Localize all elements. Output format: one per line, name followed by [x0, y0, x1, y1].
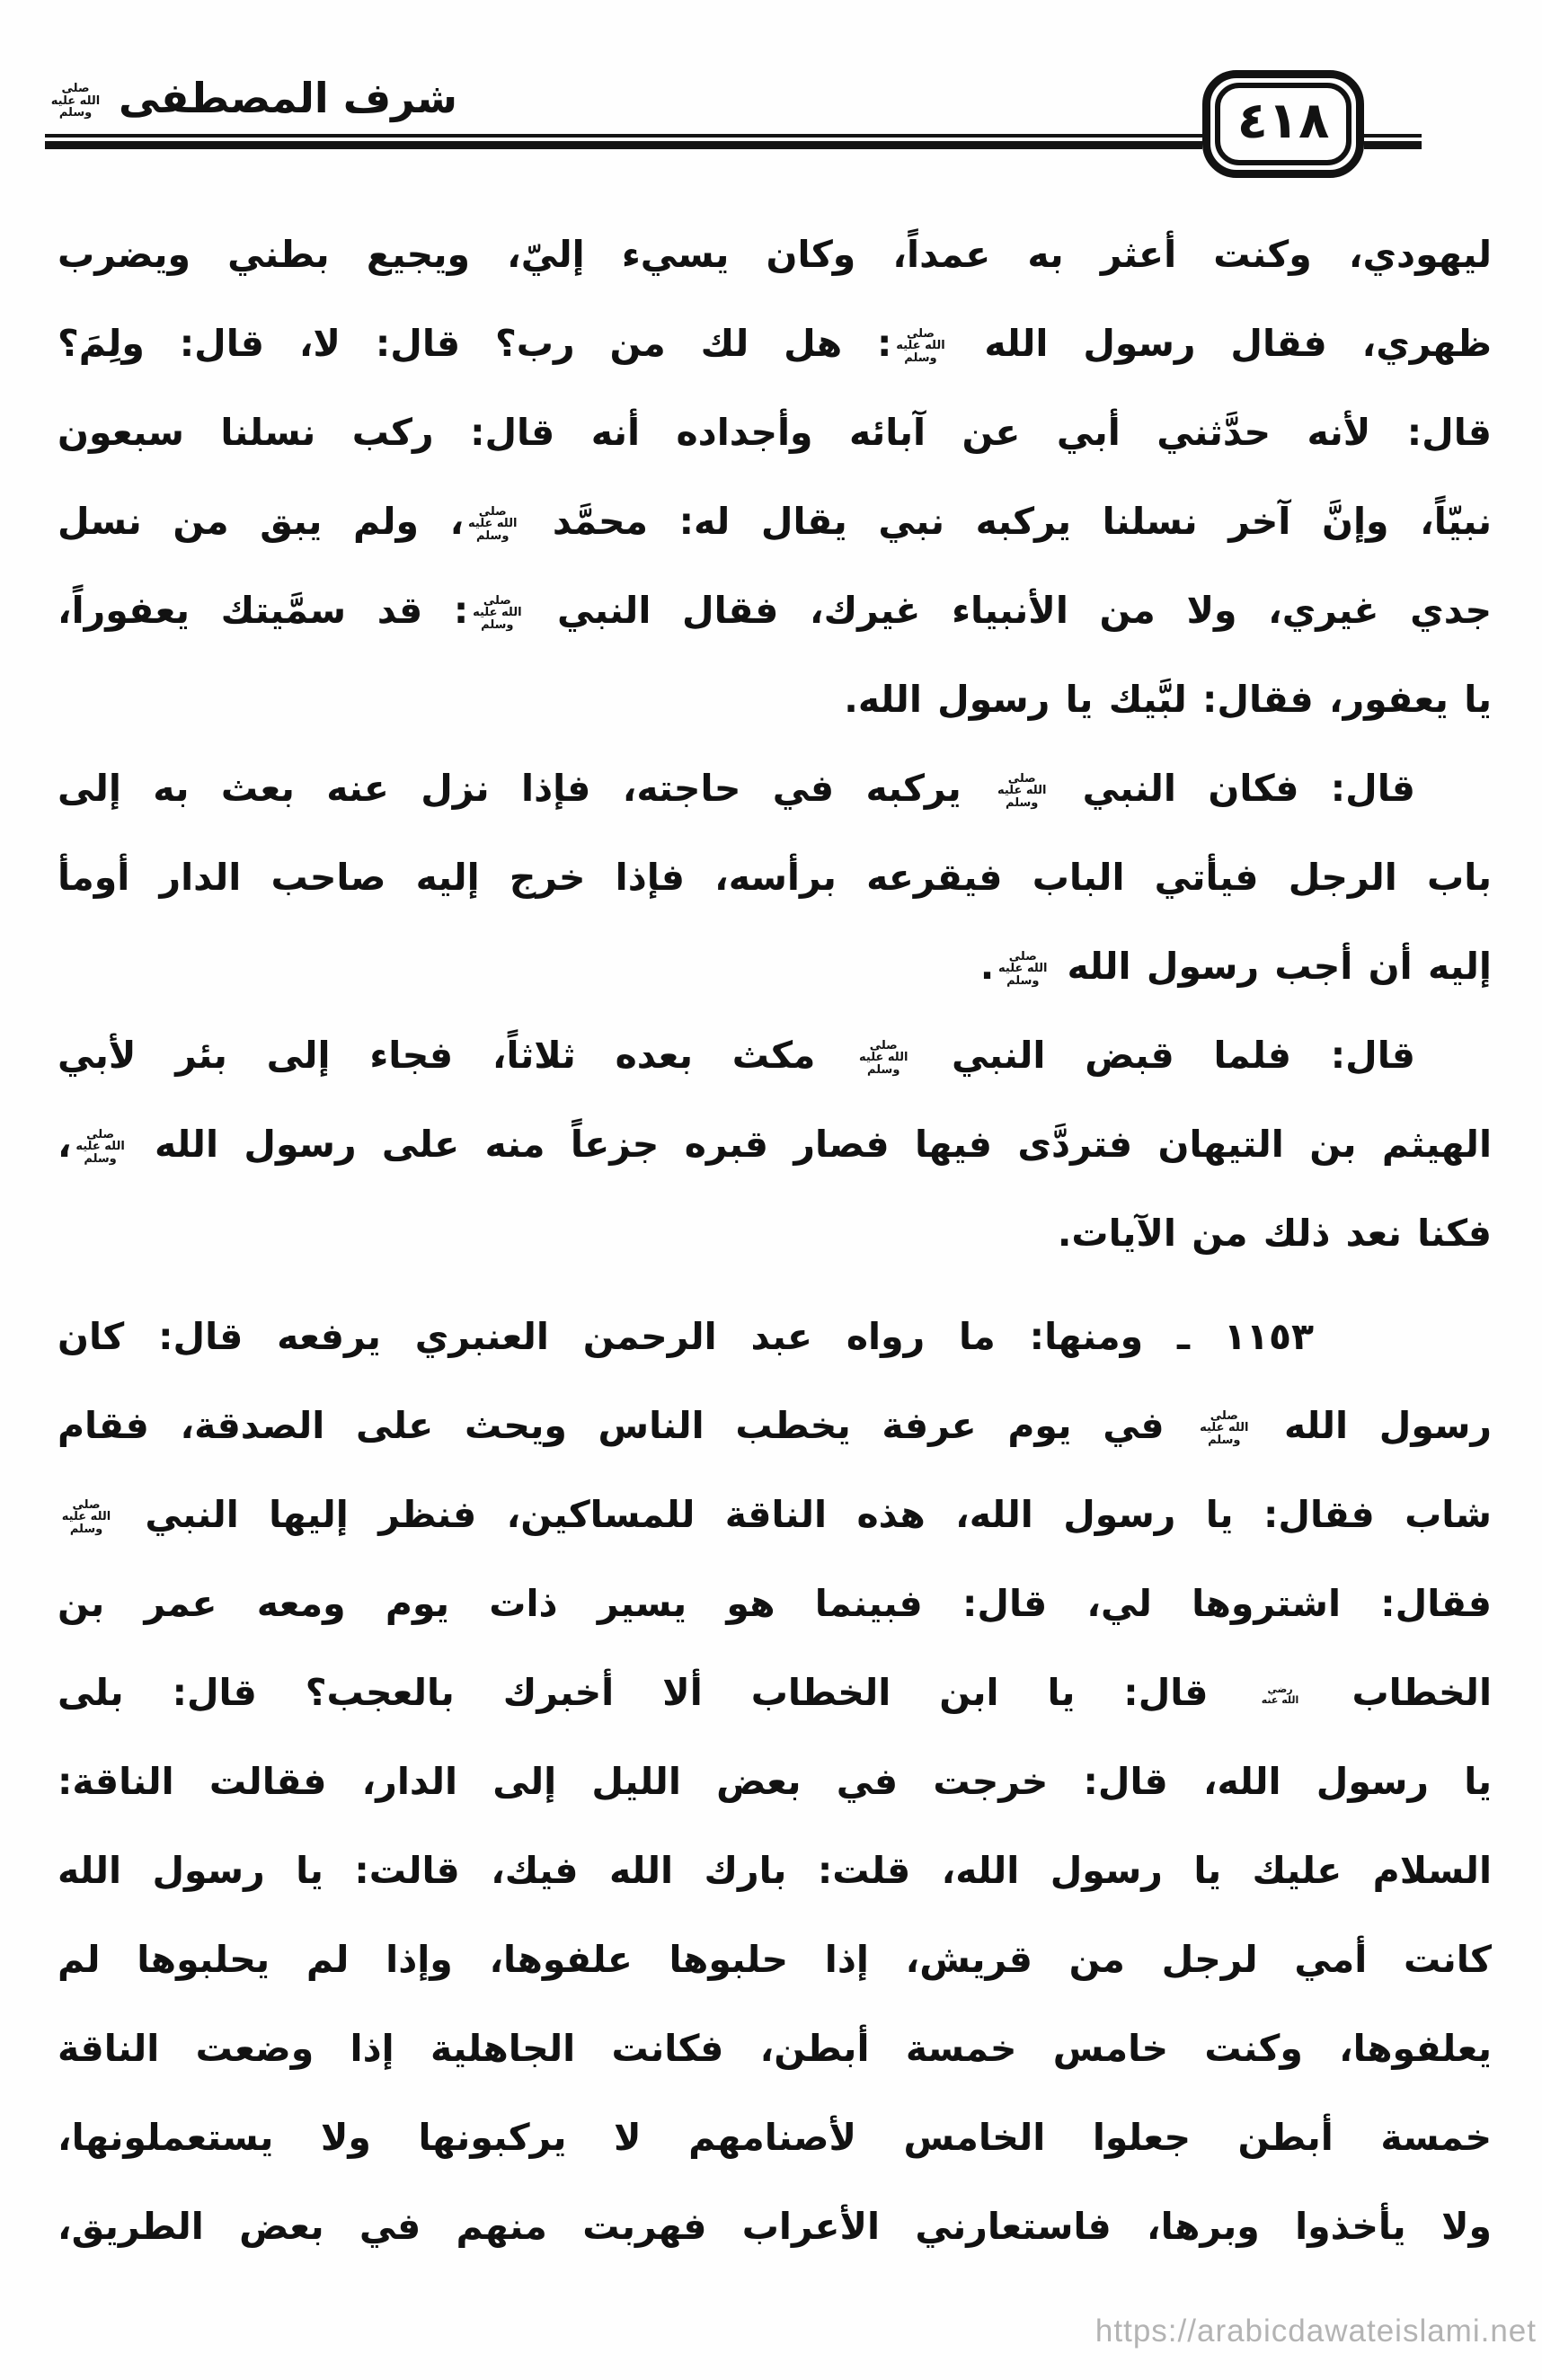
page-number-badge	[1202, 70, 1364, 178]
body-text	[58, 210, 1492, 2271]
text-line: إليه أن أجب رسول الله صلى الله عليه وسلم.	[979, 945, 1492, 988]
text-line: قال: فلما قبض النبي صلى الله عليه وسلم مكث بعده ثلاثاً، فجاء إلى بئر لأبي	[58, 1034, 1415, 1077]
text-line: شاب فقال: يا رسول الله، هذه الناقة للمساكين، فنظر إليها النبي صلى الله عليه وسلم	[61, 1493, 1492, 1536]
text-line: رسول الله صلى الله عليه وسلم في يوم عرفة يخطب الناس ويحث على الصدقة، فقام	[58, 1404, 1492, 1447]
text-line: الهيثم بن التيهان فتردَّى فيها فصار قبره جزعاً منه على رسول الله صلى الله عليه وسلم،	[58, 1123, 1492, 1166]
text-line: فقال: اشتروها لي، قال: فبينما هو يسير ذات يوم ومعه عمر بن	[58, 1582, 1492, 1625]
pbuh-symbol: صلى الله عليه وسلم	[896, 326, 945, 365]
text-line: قال: فكان النبي صلى الله عليه وسلم يركبه في حاجته، فإذا نزل عنه بعث به إلى	[58, 767, 1415, 810]
pbuh-symbol: صلى الله عليه وسلم	[50, 82, 101, 120]
text-line: خمسة أبطن جعلوا الخامس لأصنامهم لا يركبونها ولا يستعملونها،	[58, 2116, 1492, 2159]
radiallahu-anhu-symbol: رضي الله عنه	[1261, 1683, 1299, 1706]
text-line: باب الرجل فيأتي الباب فيقرعه برأسه، فإذا خرج إليه صاحب الدار أومأ	[58, 856, 1492, 899]
pbuh-symbol: صلى الله عليه وسلم	[75, 1127, 125, 1166]
text-line: ظهري، فقال رسول الله صلى الله عليه وسلم: هل لك من رب؟ قال: لا، قال: ولِمَ؟	[58, 322, 1492, 365]
pbuh-symbol: صلى الله عليه وسلم	[859, 1038, 908, 1077]
page-number-badge-inner	[1215, 83, 1351, 165]
pbuh-symbol: صلى الله عليه وسلم	[468, 504, 518, 543]
pbuh-symbol: صلى الله عليه وسلم	[473, 593, 522, 632]
text-line: كانت أمي لرجل من قريش، إذا حلبوها علفوها، وإذا لم يحلبوها لم	[58, 1938, 1492, 1981]
page-number: ٤١٨	[1236, 91, 1330, 150]
text-line: السلام عليك يا رسول الله، قلت: بارك الله فيك، قالت: يا رسول الله	[58, 1849, 1492, 1892]
text-line: الخطاب رضي الله عنه قال: يا ابن الخطاب ألا أخبرك بالعجب؟ قال: بلى	[58, 1671, 1493, 1714]
text-line: فكنا نعد ذلك من الآيات.	[1057, 1212, 1492, 1255]
header-rule-left	[45, 134, 1202, 149]
text-line: قال: لأنه حدَّثني أبي عن آبائه وأجداده أنه قال: ركب نسلنا سبعون	[58, 411, 1492, 454]
header-rule-right	[1364, 134, 1422, 149]
text-line: جدي غيري، ولا من الأنبياء غيرك، فقال النبي صلى الله عليه وسلم: قد سمَّيتك يعفوراً،	[58, 589, 1492, 632]
text-line: يعلفوها، وكنت خامس خمسة أبطن، فكانت الجاهلية إذا وضعت الناقة	[58, 2027, 1492, 2070]
pbuh-symbol: صلى الله عليه وسلم	[61, 1497, 111, 1536]
watermark-url: https://arabicdawateislami.net	[1094, 2313, 1537, 2349]
text-line: يا يعفور، فقال: لبَّيك يا رسول الله.	[844, 678, 1492, 721]
text-line: ليهودي، وكنت أعثر به عمداً، وكان يسيء إليّ، ويجيع بطني ويضرب	[58, 233, 1492, 276]
book-title: شرف المصطفى صلى الله عليه وسلم	[50, 74, 457, 122]
text-line: يا رسول الله، قال: خرجت في بعض الليل إلى الدار، فقالت الناقة:	[58, 1760, 1492, 1803]
pbuh-symbol: صلى الله عليه وسلم	[1200, 1408, 1249, 1447]
text-line: ولا يأخذوا وبرها، فاستعارني الأعراب فهربت منهم في بعض الطريق،	[58, 2205, 1492, 2248]
pbuh-symbol: صلى الله عليه وسلم	[997, 771, 1047, 810]
text-line: نبيّاً، وإنَّ آخر نسلنا يركبه نبي يقال له: محمَّد صلى الله عليه وسلم، ولم يبق من نسل	[58, 500, 1492, 543]
text-line: ١١٥٣ ـ ومنها: ما رواه عبد الرحمن العنبري يرفعه قال: كان	[58, 1315, 1314, 1358]
pbuh-symbol: صلى الله عليه وسلم	[998, 949, 1048, 988]
